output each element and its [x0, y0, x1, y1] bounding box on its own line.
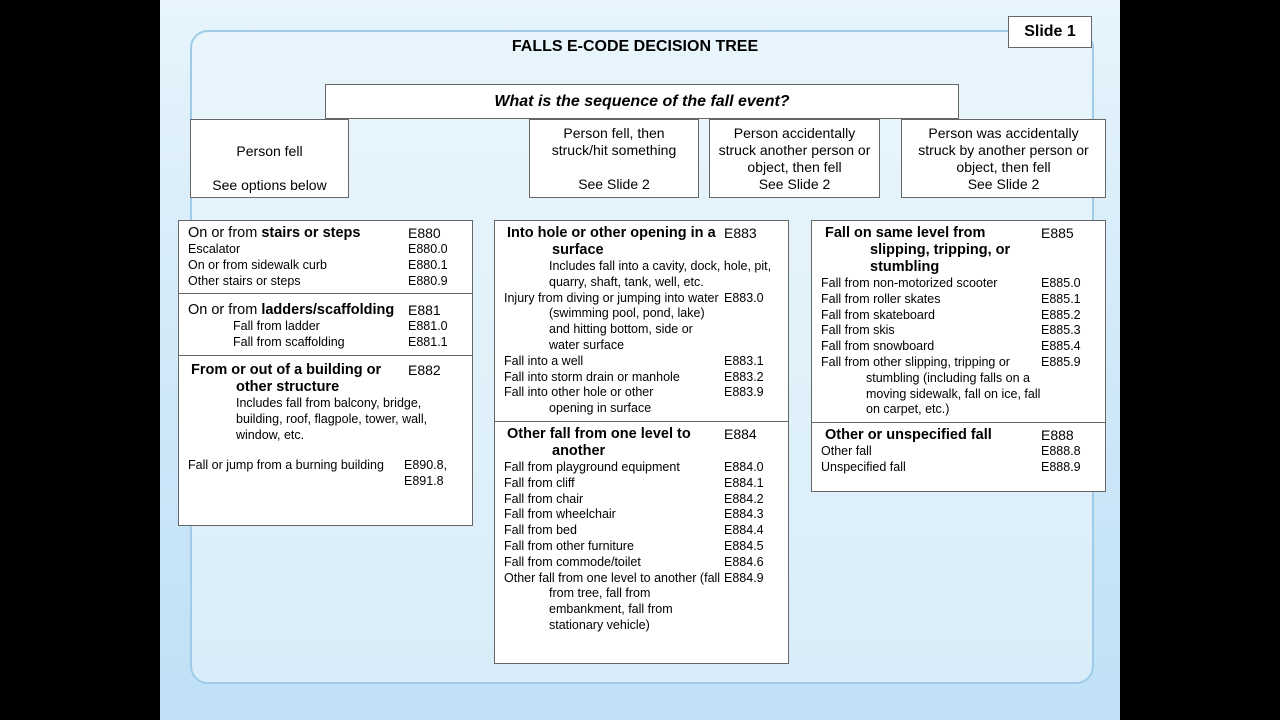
list-item: Fall from skis E885.3: [821, 323, 1081, 338]
list-item: Injury from diving or jumping into water (swimming pool, pond, lake) and hitting bottom, side or water surface E883.0: [504, 290, 764, 352]
section-heading: Other or unspecified fall: [825, 427, 992, 444]
section-header: [191, 362, 466, 396]
page-title: FALLS E-CODE DECISION TREE: [511, 38, 759, 55]
section-heading: ladders/scaffolding: [261, 302, 395, 319]
list-item: Other fall from one level to another (fall from tree, fall from embankment, fall from stationary vehicle) E884.9: [504, 570, 764, 632]
list-item: Fall from cliff E884.1: [504, 475, 764, 490]
code: E888: [1041, 427, 1074, 444]
option-reference: See options below: [212, 177, 327, 193]
section-heading: Into hole or other opening in a surface: [507, 225, 716, 258]
section-heading: stairs or steps: [261, 225, 361, 241]
list-item: Fall from non-motorized scooter E885.0: [821, 276, 1081, 290]
list-item: Fall from ladder E881.0: [233, 319, 448, 334]
list-item: Fall from other furniture E884.5: [504, 538, 764, 553]
option-label: Person fell, then struck/hit something: [551, 125, 677, 158]
list-item: Fall or jump from a burning building E890.8, E891.8: [188, 458, 448, 489]
list-item: Fall from wheelchair E884.3: [504, 507, 764, 522]
option-struck-by-then-fell: [901, 119, 1106, 198]
section-note: Includes fall from balcony, bridge, building, roof, flagpole, tower, wall, window, etc.: [236, 395, 428, 442]
slide: [160, 0, 1120, 720]
option-label: Person was accidentally struck by another person or object, then fell: [918, 125, 1089, 175]
section-heading: Fall on same level from slipping, tripping, or stumbling: [825, 225, 1011, 275]
section-header: On or from stairs or steps E880: [188, 225, 466, 242]
option-struck-then-fell: [709, 119, 880, 198]
list-item: Other fall E888.8: [821, 444, 1081, 459]
option-label: Person accidentally struck another person or object, then fell: [718, 125, 871, 175]
section-same-level: [812, 221, 1105, 423]
list-item: Fall from playground equipment E884.0: [504, 459, 764, 474]
option-fell-then-struck: [529, 119, 699, 198]
code: E882: [408, 361, 441, 378]
section-hole: [495, 221, 788, 422]
list-item: Fall from chair E884.2: [504, 491, 764, 506]
list-item: Escalator E880.0: [188, 242, 448, 256]
option-reference: See Slide 2: [578, 176, 650, 192]
code: E885: [1041, 225, 1074, 241]
list-item: Fall from commode/toilet E884.6: [504, 554, 764, 569]
list-item: Fall into a well E883.1: [504, 353, 764, 368]
list-item: On or from sidewalk curb E880.1: [188, 257, 448, 272]
code-box-middle: [494, 220, 789, 664]
list-item: Fall from skateboard E885.2: [821, 307, 1081, 322]
list-item: Fall from bed E884.4: [504, 523, 764, 538]
list-item: Fall from roller skates E885.1: [821, 291, 1081, 306]
section-header: On or from ladders/scaffolding E881: [188, 302, 466, 319]
list-item: Fall from other slipping, tripping or stumbling (including falls on a moving sidewalk, fall on ice, fall on carpet, etc.) E885.9: [821, 354, 1081, 417]
list-item: Unspecified fall E888.9: [821, 459, 1081, 474]
code: E883: [724, 225, 757, 241]
section-header: [821, 225, 1099, 276]
option-reference: See Slide 2: [758, 176, 831, 192]
option-person-fell: [190, 119, 349, 198]
list-item: Other stairs or steps E880.9: [188, 273, 448, 288]
option-reference: See Slide 2: [967, 176, 1040, 192]
section-heading: Other fall from one level to another: [507, 425, 691, 459]
section-header: [504, 225, 782, 259]
code: E884: [724, 425, 757, 442]
option-label: Person fell: [236, 143, 303, 159]
section-ladders: [179, 294, 472, 356]
list-item: Fall from scaffolding E881.1: [233, 335, 448, 350]
section-stairs: [179, 221, 472, 294]
code-box-left: [178, 220, 473, 526]
section-other-unspecified: [812, 423, 1105, 480]
list-item: Fall into other hole or other opening in surface E883.9: [504, 385, 764, 416]
code: E880: [408, 225, 441, 241]
list-item: Fall from snowboard E885.4: [821, 339, 1081, 354]
code-box-right: [811, 220, 1106, 492]
list-item: Fall into storm drain or manhole E883.2: [504, 369, 764, 384]
section-header: [504, 426, 782, 460]
section-level: [495, 422, 788, 638]
section-heading: From or out of a building or other structure: [191, 361, 382, 395]
section-header: [821, 427, 1099, 444]
section-building: [179, 356, 472, 494]
code: E881: [408, 302, 441, 319]
section-note: Includes fall into a cavity, dock, hole, pit, quarry, shaft, tank, well, etc.: [549, 259, 772, 289]
slide-label: Slide 1: [1008, 16, 1092, 48]
question-box: What is the sequence of the fall event?: [325, 84, 959, 119]
